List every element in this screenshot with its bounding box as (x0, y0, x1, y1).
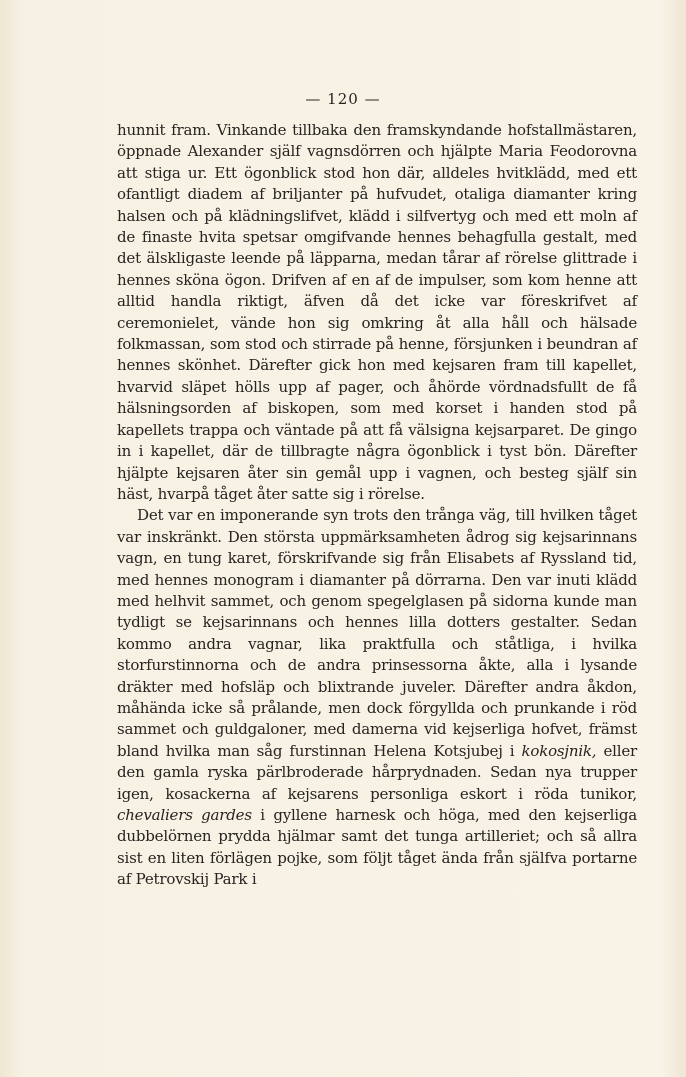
paragraph-2-text-a: Det var en imponerande syn trots den trånga väg, till hvilken tåget var inskränkt. Den största uppmärksamheten ådrog sig kejsarinnans vagn, en tung karet, förskrifvande sig från Elisabets af Ryssland tid, med hennes monogram i diamanter på dörrarna. Den var inuti klädd med helhvit sammet, och genom spegelglasen på sidorna kunde man tydligt se kejsarinnans och hennes lilla dotters gestalter. Sedan kommo andra vagnar, lika praktfulla och ståtliga, i hvilka storfurstinnorna och de andra prinsessorna åkte, alla i lysande dräkter med hofsläp och blixtrande juveler. Därefter andra åkdon, måhända icke så prålande, men dock förgyllda och prunkande i röd sammet och guldgaloner, med damerna vid kejserliga hofvet, främst bland hvilka man såg furstinnan Helena Kotsjubej i (117, 506, 637, 760)
paragraph-2-italic-chevaliers: chevaliers gardes (117, 806, 252, 824)
paragraph-2-text-c: i gyllene harnesk och höga, med den kejserliga dubbelörnen prydda hjälmar samt det tunga artilleriet; och så allra sist en liten förlägen pojke, som följt tåget ända från själfva portarne af Petrovskij Park i (117, 806, 637, 889)
paragraph-1 (117, 120, 637, 505)
page-number: — 120 — (305, 90, 381, 108)
body-text (117, 120, 637, 891)
paragraph-2-italic-kokosjnik: kokosjnik, (521, 741, 597, 760)
paragraph-2 (117, 505, 637, 890)
paragraph-1-text: hunnit fram. Vinkande tillbaka den framskyndande hofstallmästaren, öppnade Alexander själf vagnsdörren och hjälpte Maria Feodorovna att stiga ur. Ett ögonblick stod hon där, alldeles hvitklädd, med ett ofantligt diadem af briljanter på hufvudet, otaliga diamanter kring halsen och på klädningslifvet, klädd i silfvertyg och med ett moln af de finaste hvita spetsar omgifvande hennes behagfulla gestalt, med det älskligaste leende på läpparna, medan tårar af rörelse glittrade i hennes sköna ögon. Drifven af en af de impulser, som kom henne att alltid handla riktigt, äfven då det icke var föreskrifvet af ceremonielet, vände hon sig omkring åt alla håll och hälsade folkmassan, som stod och stirrade på henne, försjunken i beundran af hennes skönhet. Därefter gick hon med kejsaren fram till kapellet, hvarvid släpet hölls upp af pager, och åhörde vördnadsfullt de få hälsningsorden af biskopen, som med korset i handen stod på kapellets trappa och väntade på att få välsigna kejsarparet. De gingo in i kapellet, där de tillbragte några ögonblick i tyst bön. Därefter hjälpte kejsaren åter sin gemål upp i vagnen, och besteg själf sin häst, hvarpå tåget åter satte sig i rörelse. (117, 121, 637, 503)
paragraph-2-text-b: eller den gamla ryska pärlbroderade hårprydnaden. Sedan nya trupper igen, kosackerna af kejsarens personliga eskort i röda tunikor, (117, 741, 637, 803)
